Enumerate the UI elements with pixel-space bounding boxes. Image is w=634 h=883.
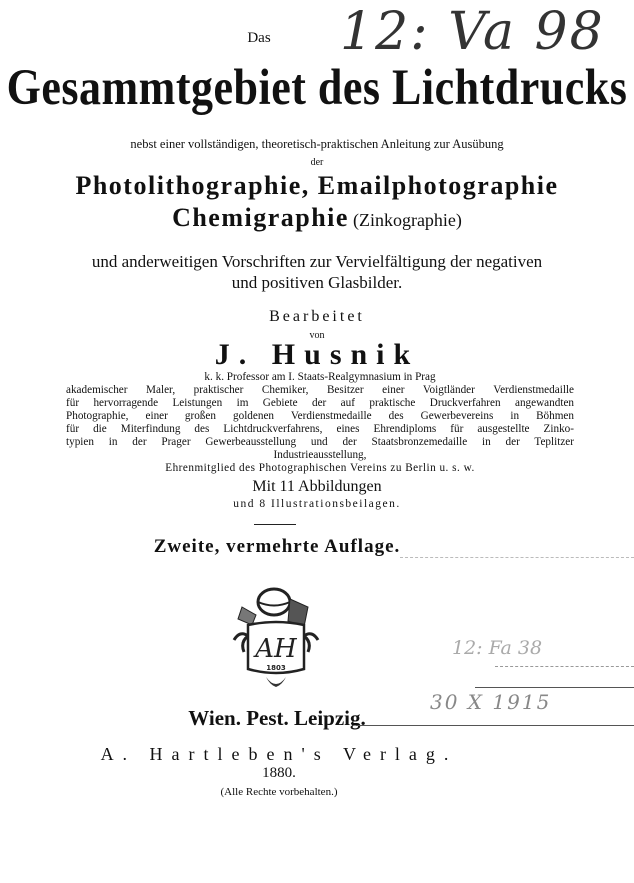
publication-year: 1880. [262, 765, 296, 781]
edition: Zweite, vermehrte Auflage. [153, 536, 401, 557]
title-article: Das [247, 30, 271, 46]
subjects-chemigraphie: Chemigraphie [172, 203, 349, 232]
rights-notice: (Alle Rechte vorbehalten.) [220, 786, 338, 798]
bio-line: Industrieausstellung, [273, 449, 367, 461]
book-title: Gesammtgebiet des Lichtdrucks [6, 59, 628, 116]
emblem-year: 1803 [266, 664, 286, 672]
scroll-icon [238, 607, 256, 625]
date-rule-top [475, 687, 634, 688]
publisher-name: A. Hartleben's Verlag. [100, 744, 458, 764]
bio-line: k. k. Professor am I. Staats-Realgymnasium in Prag [204, 371, 436, 383]
globe-band [258, 602, 290, 606]
emblem-monogram: AH [255, 634, 297, 664]
globe-icon [258, 589, 290, 615]
subjects-zinkographie: (Zinkographie) [352, 210, 462, 230]
author-name: J. Husnik [214, 338, 420, 371]
illustrations-line-2: und 8 Illustrationsbeilagen. [233, 498, 401, 510]
ornament-bottom [266, 677, 286, 687]
bearbeitet-label: Bearbeitet [269, 308, 365, 325]
bio-line: typien in der Prager Gewerbeausstellung und der Staatsbronzemedaille in der Teplitzer [66, 436, 574, 448]
bio-line: Ehrenmitglied des Photographischen Vereins zu Berlin u. s. w. [165, 462, 475, 474]
publisher-emblem [228, 585, 324, 691]
cities-rule [356, 725, 634, 726]
also-line-1: und anderweitigen Vorschriften zur Vervielfältigung der negativen [91, 252, 543, 271]
dotted-line [400, 557, 634, 558]
subtitle: nebst einer vollständigen, theoretisch-praktischen Anleitung zur Ausübung [130, 137, 504, 151]
subjects-line-2 [0, 203, 634, 233]
handwritten-note: 12: Fa 38 [452, 637, 543, 659]
also-line-2: und positiven Glasbilder. [231, 273, 403, 292]
handwritten-date: 30 X 1915 [430, 690, 552, 714]
bio-line: akademischer Maler, praktischer Chemiker, Besitzer einer Voigtländer Verdienstmedaille [66, 384, 574, 396]
bio-line: für die Miterfindung des Lichtdruckverfahrens, eines Ehrendiploms für ausgestellte Zinko- [66, 423, 574, 435]
ornament-right [304, 634, 318, 652]
illustrations-line-1: Mit 11 Abbildungen [252, 478, 382, 495]
author-bio [66, 371, 574, 475]
note-rule [495, 666, 634, 667]
bio-line: für hervorragende Leistungen im Gebiete der auf praktische Druckverfahren angewandten [66, 397, 574, 409]
von-label: von [309, 330, 325, 341]
subjects-line-1: Photolithographie, Emailphotographie [75, 171, 559, 200]
publisher-cities: Wien. Pest. Leipzig. [188, 706, 366, 730]
bio-line: Photographie, einer großen goldenen Verdienstmedaille des Gewerbevereins in Böhmen [66, 410, 574, 422]
ornament-left [234, 634, 248, 652]
subtitle-der: der [310, 157, 324, 168]
handwritten-shelfmark: 12: Va 98 [340, 2, 605, 62]
divider-rule [254, 524, 296, 525]
